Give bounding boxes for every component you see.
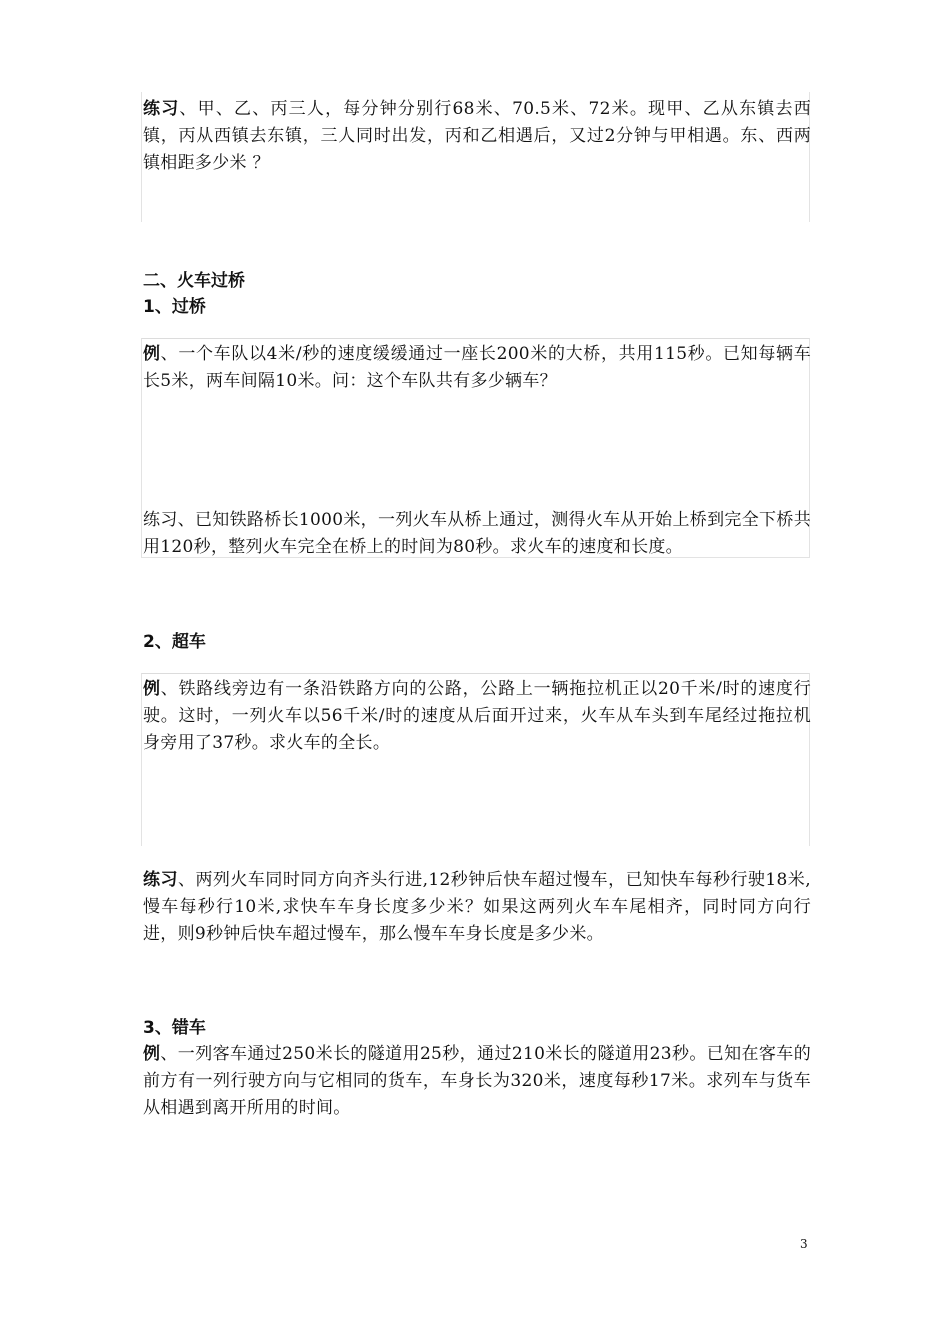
subsection-1-example xyxy=(143,341,811,395)
practice-1-paragraph xyxy=(143,96,811,177)
section-2-title: 二、火车过桥 xyxy=(143,271,245,291)
subsection-2-title: 2、超车 xyxy=(143,632,206,652)
subsection-1-title: 1、过桥 xyxy=(143,297,206,317)
subsection-2-example xyxy=(143,676,811,757)
practice-1-text: 、甲、乙、丙三人，每分钟分别行68米、70.5米、72米。现甲、乙从东镇去西镇，丙从西镇去东镇，三人同时出发，丙和乙相遇后，又过2分钟与甲相遇。东、西两镇相距多少米 ？ xyxy=(143,99,811,173)
subsection-3-example-text: 、一列客车通过250米长的隧道用25秒，通过210米长的隧道用23秒。已知在客车的前方有一列行驶方向与它相同的货车，车身长为320米，速度每秒17米。求列车与货车从相遇到离开所用的时间。 xyxy=(143,1044,811,1118)
page-number: 3 xyxy=(800,1237,808,1251)
subsection-3-example xyxy=(143,1041,811,1122)
subsection-3-title: 3、错车 xyxy=(143,1018,206,1038)
subsection-2-practice-text: 、两列火车同时同方向齐头行进,12秒钟后快车超过慢车，已知快车每秒行驶18米,慢车每秒行10米,求快车车身长度多少米？如果这两列火车车尾相齐，同时同方向行进，则9秒钟后快车超过慢车，那么慢车车身长度是多少米。 xyxy=(143,870,811,944)
subsection-2-example-label: 例 xyxy=(143,679,161,699)
subsection-2-example-text: 、铁路线旁边有一条沿铁路方向的公路，公路上一辆拖拉机正以20千米/时的速度行驶。这时，一列火车以56千米/时的速度从后面开过来，火车从车头到车尾经过拖拉机身旁用了37秒。求火车的全长。 xyxy=(143,679,811,753)
subsection-1-example-label: 例 xyxy=(143,344,161,364)
practice-1-label: 练习 xyxy=(143,99,180,119)
subsection-2-practice xyxy=(143,867,811,948)
subsection-1-practice: 练习、已知铁路桥长1000米，一列火车从桥上通过，测得火车从开始上桥到完全下桥共用120秒，整列火车完全在桥上的时间为80秒。求火车的速度和长度。 xyxy=(143,510,811,557)
subsection-1-example-text: 、一个车队以4米/秒的速度缓缓通过一座长200米的大桥，共用115秒。已知每辆车长5米，两车间隔10米。问：这个车队共有多少辆车？ xyxy=(143,344,811,391)
subsection-3-example-label: 例 xyxy=(143,1044,161,1064)
subsection-2-practice-label: 练习 xyxy=(143,870,178,890)
